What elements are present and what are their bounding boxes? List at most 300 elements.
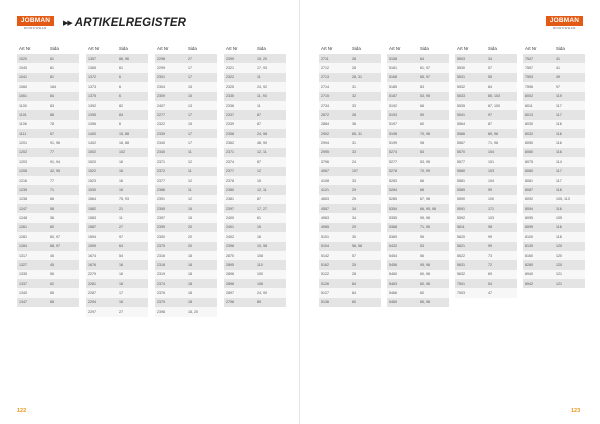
article-number: 5541: [457, 112, 465, 117]
article-number: 2713: [321, 75, 329, 80]
table-row: [155, 148, 217, 157]
table-row: [155, 232, 217, 241]
article-number: 5590: [457, 197, 465, 202]
page-reference: 119: [556, 94, 562, 99]
article-number: 5122: [321, 272, 329, 277]
page-reference: 118: [556, 187, 562, 192]
page-reference: 20: [188, 234, 192, 239]
table-row: [319, 204, 381, 213]
article-number: 2407: [157, 103, 165, 108]
table-row: [17, 63, 79, 72]
page-reference: 95: [420, 234, 424, 239]
table-row: [455, 92, 517, 101]
table-row: [387, 251, 449, 260]
page-reference: 57: [488, 66, 492, 71]
article-number: 5622: [457, 253, 465, 258]
page-reference: 28, 31: [352, 75, 362, 80]
page-reference: 16, 88: [119, 141, 129, 146]
article-number: 4108: [321, 178, 329, 183]
table-row: [86, 54, 148, 63]
page-reference: 84: [119, 112, 123, 117]
article-number: 2362: [226, 141, 234, 146]
register-rows: [17, 54, 79, 307]
article-number: 2896: [226, 281, 234, 286]
article-number: 1248: [19, 216, 27, 221]
article-number: 5460: [389, 272, 397, 277]
table-row: [319, 223, 381, 232]
table-row: [224, 110, 286, 119]
table-row: [17, 138, 79, 147]
article-number: 2379: [157, 300, 165, 305]
article-number: 5564: [457, 122, 465, 127]
table-row: [224, 167, 286, 176]
page-reference: 71: [50, 187, 54, 192]
page-reference: 17, 27: [257, 206, 267, 211]
table-row: [224, 298, 286, 307]
table-row: [319, 63, 381, 72]
table-row: [86, 232, 148, 241]
page-reference: 184: [50, 84, 56, 89]
article-number: 5463: [389, 281, 397, 286]
article-number: 2375: [157, 244, 165, 249]
article-number: 1523: [88, 178, 96, 183]
register-column: [86, 43, 148, 317]
page-reference: 118: [556, 234, 562, 239]
table-row: [86, 101, 148, 110]
article-number: 2304: [157, 84, 165, 89]
table-row: [17, 195, 79, 204]
article-number: 8942: [525, 281, 533, 286]
article-number: 2386: [157, 187, 165, 192]
page-reference: 66, 95, 98: [420, 206, 436, 211]
article-number: 2339: [157, 131, 165, 136]
table-row: [319, 232, 381, 241]
table-row: [387, 129, 449, 138]
page-reference: 16: [119, 281, 123, 286]
header-art-nr: Art Nr: [157, 45, 169, 51]
table-row: [523, 213, 585, 222]
article-number: 5632: [457, 272, 465, 277]
article-number: 1564: [88, 197, 96, 202]
register-column: [155, 43, 217, 317]
table-row: [86, 195, 148, 204]
brand-logo-left: [17, 16, 54, 30]
article-number: 1281: [19, 234, 27, 239]
page-reference: 69: [488, 272, 492, 277]
column-header: [455, 43, 517, 53]
table-row: [319, 288, 381, 297]
page-reference: 6: [119, 94, 121, 99]
page-reference: 53, 95: [420, 94, 430, 99]
article-number: 8087: [525, 187, 533, 192]
article-number: 2402: [226, 234, 234, 239]
article-number: 1522: [88, 169, 96, 174]
page-reference: 41: [556, 56, 560, 61]
article-number: 1357: [88, 56, 96, 61]
table-row: [155, 138, 217, 147]
article-number: 5136: [321, 300, 329, 305]
article-number: 5104: [321, 244, 329, 249]
table-row: [224, 157, 286, 166]
article-number: 1502: [88, 150, 96, 155]
article-number: 5580: [457, 169, 465, 174]
table-row: [455, 63, 517, 72]
article-number: 8099: [525, 225, 533, 230]
article-number: 2337: [226, 112, 234, 117]
article-number: 5466: [389, 291, 397, 296]
page-reference: 61, 97: [420, 66, 430, 71]
page-reference: 87: [257, 122, 261, 127]
table-row: [319, 185, 381, 194]
page-reference: 99: [488, 234, 492, 239]
article-number: 5570: [457, 150, 465, 155]
register-column: [319, 43, 381, 307]
page-reference: 87: [257, 197, 261, 202]
header-sida: Sida: [50, 45, 59, 51]
article-number: 4653: [321, 197, 329, 202]
page-reference: 16: [119, 169, 123, 174]
page-reference: 49: [556, 75, 560, 80]
article-number: 1599: [88, 244, 96, 249]
article-number: 1395: [88, 112, 96, 117]
article-number: 1594: [88, 234, 96, 239]
page-reference: 18: [188, 281, 192, 286]
page-reference: 28: [352, 112, 356, 117]
table-row: [455, 120, 517, 129]
table-row: [319, 167, 381, 176]
table-row: [319, 213, 381, 222]
article-number: 5162: [321, 262, 329, 267]
table-row: [224, 54, 286, 63]
table-row: [86, 148, 148, 157]
page-reference: 116: [556, 141, 562, 146]
table-row: [17, 213, 79, 222]
page-reference: 75, 93: [119, 197, 129, 202]
table-row: [455, 260, 517, 269]
page-reference: 28: [352, 66, 356, 71]
article-number: 2299: [157, 66, 165, 71]
page-reference: 42, 95: [50, 169, 60, 174]
page-reference: 71, 96: [488, 141, 498, 146]
header-art-nr: Art Nr: [19, 45, 31, 51]
article-number: 2895: [226, 262, 234, 267]
article-number: 2796: [226, 300, 234, 305]
article-number: 1284: [19, 244, 27, 249]
page-reference: 17, 93: [257, 66, 267, 71]
table-row: [319, 270, 381, 279]
article-number: 1520: [88, 159, 96, 164]
article-number: 5142: [321, 253, 329, 258]
table-row: [387, 232, 449, 241]
page-reference: 73: [488, 253, 492, 258]
table-row: [319, 298, 381, 307]
article-number: 2397: [226, 206, 234, 211]
page-reference: 24, 92: [257, 84, 267, 89]
page-reference: 81: [50, 75, 54, 80]
logo-subtext: WORKWEAR: [23, 26, 48, 30]
page-reference: 16: [119, 272, 123, 277]
table-row: [455, 157, 517, 166]
table-row: [17, 176, 79, 185]
table-row: [155, 167, 217, 176]
page-reference: 15, 20: [257, 56, 267, 61]
article-number: 2884: [321, 122, 329, 127]
page-reference: 48, 90: [257, 141, 267, 146]
page-reference: 11: [188, 187, 192, 192]
page-reference: 24: [352, 159, 356, 164]
table-row: [523, 101, 585, 110]
page-reference: 97: [556, 84, 560, 89]
page-reference: 59: [420, 112, 424, 117]
article-number: 2398: [157, 309, 165, 314]
table-row: [155, 251, 217, 260]
page-reference: 12: [188, 197, 192, 202]
logo-text: JOBMAN: [546, 16, 583, 26]
page-reference: 6: [119, 84, 121, 89]
table-row: [17, 129, 79, 138]
header-art-nr: Art Nr: [88, 45, 100, 51]
page-reference: 34: [352, 216, 356, 221]
page-reference: 28: [352, 56, 356, 61]
page-reference: 20: [188, 244, 192, 249]
page-reference: 117: [556, 178, 562, 183]
table-row: [319, 148, 381, 157]
article-number: 7593: [525, 75, 533, 80]
table-row: [86, 120, 148, 129]
page-reference: 18, 20: [188, 309, 198, 314]
article-number: 1530: [88, 187, 96, 192]
table-row: [155, 54, 217, 63]
page-reference: 18: [188, 262, 192, 267]
page-reference: 47: [488, 291, 492, 296]
article-number: 2340: [157, 141, 165, 146]
page-reference: 84: [352, 281, 356, 286]
article-number: 7501: [457, 281, 465, 286]
page-reference: 91, 96: [50, 141, 60, 146]
page-reference: 95, 98: [420, 216, 430, 221]
page-reference: 16: [119, 159, 123, 164]
page-reference: 11, 93: [257, 94, 267, 99]
page-reference: 16: [119, 262, 123, 267]
table-row: [17, 298, 79, 307]
article-number: 5127: [321, 291, 329, 296]
article-number: 2325: [226, 84, 234, 89]
article-number: 5456: [389, 262, 397, 267]
page-reference: 86: [50, 112, 54, 117]
page-reference: 60: [352, 300, 356, 305]
page-reference: 18: [188, 253, 192, 258]
article-number: 5577: [457, 159, 465, 164]
article-number: 5198: [389, 131, 397, 136]
article-number: 5531: [457, 75, 465, 80]
page-reference: 85: [50, 300, 54, 305]
table-row: [17, 204, 79, 213]
register-rows: [455, 54, 517, 298]
page-reference: 11: [257, 103, 261, 108]
page-reference: 58: [50, 206, 54, 211]
article-number: 2377: [226, 169, 234, 174]
page-reference: 98: [420, 141, 424, 146]
page-reference: 36: [352, 122, 356, 127]
page-reference: 61: [257, 216, 261, 221]
table-row: [319, 82, 381, 91]
page-reference: 84: [50, 94, 54, 99]
article-number: 1111: [19, 131, 27, 136]
page-reference: 121: [556, 281, 562, 286]
page-reference: 68: [420, 103, 424, 108]
header-sida: Sida: [488, 45, 497, 51]
table-row: [155, 92, 217, 101]
table-row: [86, 185, 148, 194]
table-row: [86, 307, 148, 316]
table-row: [224, 204, 286, 213]
page-reference: 78: [50, 122, 54, 127]
table-row: [224, 138, 286, 147]
article-number: 8092: [525, 197, 533, 202]
column-header: [17, 43, 79, 53]
article-number: 8130: [525, 244, 533, 249]
page-reference: 83: [50, 103, 54, 108]
table-row: [523, 92, 585, 101]
article-number: 5530: [457, 66, 465, 71]
table-row: [155, 110, 217, 119]
page-reference: 12: [257, 169, 261, 174]
article-number: 1402: [88, 141, 96, 146]
article-number: 5533: [457, 94, 465, 99]
page-reference: 71, 95: [420, 225, 430, 230]
article-number: 5277: [389, 159, 397, 164]
page-reference: 31: [352, 141, 356, 146]
table-row: [523, 270, 585, 279]
header-sida: Sida: [352, 45, 361, 51]
page-reference: 29: [352, 225, 356, 230]
page-reference: 18: [188, 272, 192, 277]
page-reference: 45: [50, 253, 54, 258]
table-row: [455, 213, 517, 222]
page-reference: 65, 97: [420, 75, 430, 80]
article-number: 4067: [321, 169, 329, 174]
article-number: 2281: [88, 281, 96, 286]
table-row: [523, 148, 585, 157]
article-number: 4557: [321, 206, 329, 211]
register-column: [224, 43, 286, 307]
page-reference: 68: [420, 187, 424, 192]
table-row: [523, 185, 585, 194]
table-row: [224, 288, 286, 297]
table-row: [224, 82, 286, 91]
page-reference: 83: [420, 84, 424, 89]
table-row: [17, 260, 79, 269]
page-reference: 85, 103: [488, 94, 500, 99]
page-reference: 121: [556, 272, 562, 277]
page-reference: 117: [556, 112, 562, 117]
article-number: 5285: [389, 197, 397, 202]
article-number: 1216: [19, 178, 27, 183]
article-number: 1373: [88, 84, 96, 89]
page-reference: 107: [352, 169, 358, 174]
table-row: [155, 176, 217, 185]
article-number: 1400: [88, 131, 96, 136]
table-row: [155, 307, 217, 316]
page-reference: 70, 99: [420, 169, 430, 174]
page-reference: 16: [119, 178, 123, 183]
table-row: [224, 251, 286, 260]
page-reference: 110: [257, 262, 263, 267]
article-number: 2358: [226, 131, 234, 136]
article-number: 2994: [321, 141, 329, 146]
article-number: 5535: [457, 103, 465, 108]
table-row: [155, 73, 217, 82]
article-number: 5566: [457, 131, 465, 136]
page-reference: 27: [119, 225, 123, 230]
table-row: [86, 279, 148, 288]
table-row: [155, 82, 217, 91]
table-row: [387, 176, 449, 185]
page-reference: 15: [257, 178, 261, 183]
table-row: [86, 213, 148, 222]
page-reference: 32: [352, 94, 356, 99]
table-row: [523, 195, 585, 204]
page-spread-divider: [299, 0, 300, 424]
table-row: [319, 129, 381, 138]
page-reference: 12: [188, 159, 192, 164]
column-header: [523, 43, 585, 53]
register-column: [387, 43, 449, 307]
article-number: 1392: [88, 103, 96, 108]
table-row: [86, 298, 148, 307]
table-row: [387, 288, 449, 297]
article-number: 2870: [226, 253, 234, 258]
table-row: [387, 223, 449, 232]
table-row: [224, 148, 286, 157]
column-header: [155, 43, 217, 53]
article-number: 2380: [226, 187, 234, 192]
table-row: [455, 129, 517, 138]
table-row: [17, 232, 79, 241]
article-number: 2399: [157, 225, 165, 230]
article-number: 2712: [321, 66, 329, 71]
article-number: 2378: [226, 178, 234, 183]
article-number: 2335: [226, 94, 234, 99]
table-row: [17, 73, 79, 82]
article-number: 5283: [389, 178, 397, 183]
page-reference: 31: [352, 84, 356, 89]
article-number: 8100: [525, 234, 533, 239]
article-number: 5581: [457, 178, 465, 183]
page-reference: 17: [188, 131, 192, 136]
article-number: 1203: [19, 159, 27, 164]
table-row: [155, 213, 217, 222]
table-row: [224, 73, 286, 82]
article-number: 1587: [88, 225, 96, 230]
table-row: [455, 185, 517, 194]
article-number: 2287: [88, 291, 96, 296]
page-title: [63, 16, 186, 30]
table-row: [523, 232, 585, 241]
page-reference: 72: [488, 262, 492, 267]
header-art-nr: Art Nr: [457, 45, 469, 51]
table-row: [387, 213, 449, 222]
page-reference: 57: [50, 131, 54, 136]
table-row: [17, 120, 79, 129]
register-column: [523, 43, 585, 288]
page-reference: 66: [420, 178, 424, 183]
article-number: 5532: [457, 84, 465, 89]
page-reference: 12: [188, 178, 192, 183]
table-row: [523, 120, 585, 129]
table-row: [86, 176, 148, 185]
table-row: [86, 167, 148, 176]
